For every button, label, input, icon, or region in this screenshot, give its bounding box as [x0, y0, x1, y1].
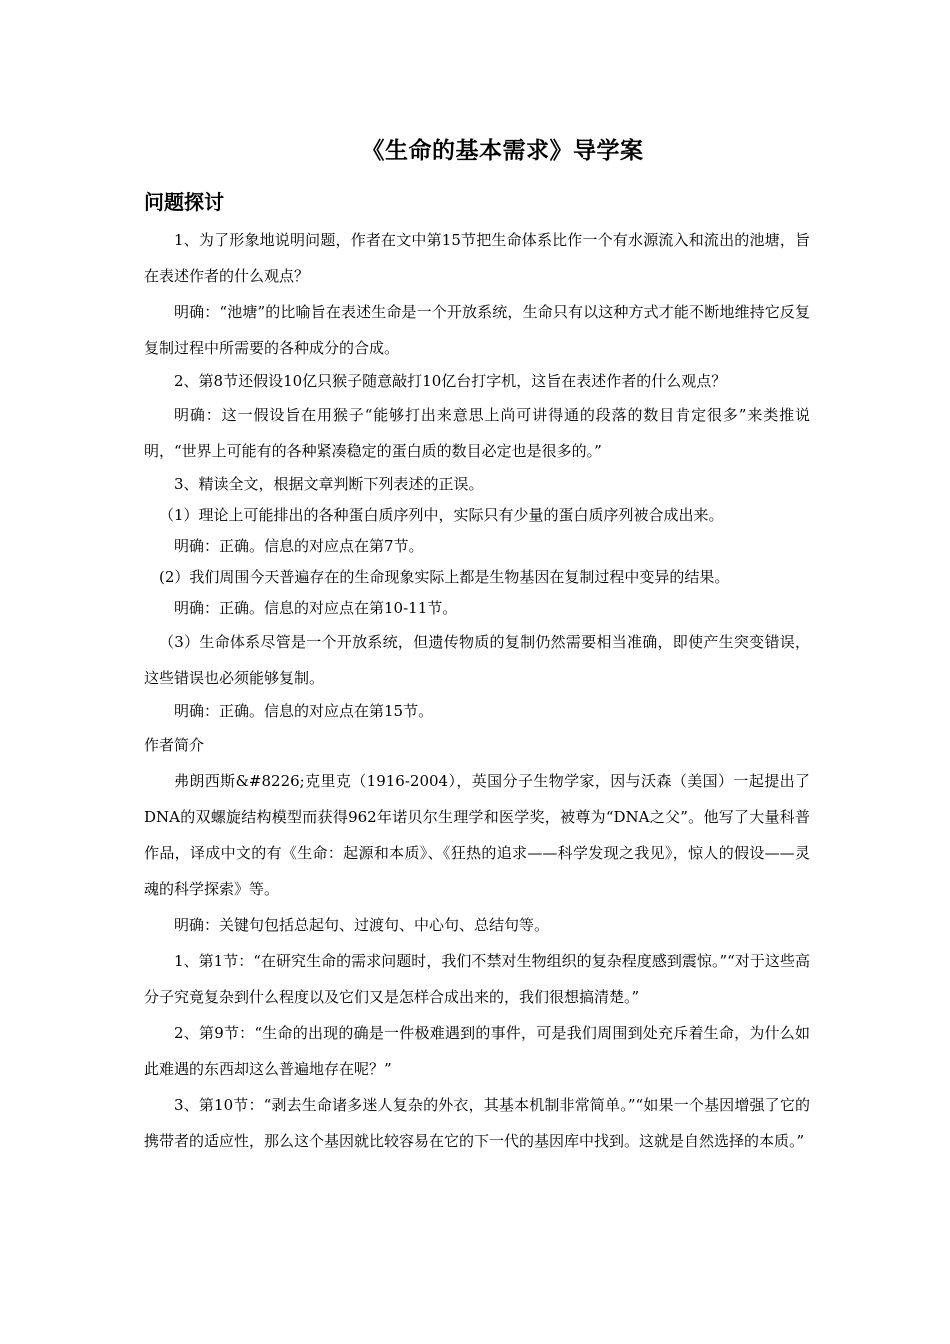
paragraph: 3、精读全文，根据文章判断下列表述的正误。 [174, 475, 484, 493]
paragraph: 弗朗西斯&#8226;克里克（1916-2004），英国分子生物学家，因与沃森（美国）一起提出了DNA的双螺旋结构模型而获得962年诺贝尔生理学和医学奖，被尊为“DNA之父”。他写了大量科普作品，译成中文的有《生命：起源和本质》、《狂热的追求——科学发现之我见》，惊人的假设——灵魂的科学探索》等。 [144, 772, 810, 898]
paragraph: 明确：“池塘”的比喻旨在表述生命是一个开放系统，生命只有以这种方式才能不断地维持它反复复制过程中所需要的各种成分的合成。 [144, 303, 810, 357]
section-heading: 问题探讨 [144, 190, 224, 214]
paragraph: 明确：正确。信息的对应点在第7节。 [174, 537, 424, 555]
document-body [144, 222, 810, 1159]
paragraph: 1、第1节：“在研究生命的需求问题时，我们不禁对生物组织的复杂程度感到震惊。”“对于这些高分子究竟复杂到什么程度以及它们又是怎样合成出来的，我们很想搞清楚。” [144, 952, 810, 1006]
paragraph: （3）生命体系尽管是一个开放系统，但遗传物质的复制仍然需要相当准确，即使产生突变错误，这些错误也必须能够复制。 [144, 633, 810, 687]
paragraph: 明确：这一假设旨在用猴子“能够打出来意思上尚可讲得通的段落的数目肯定很多”来类推说明，“世界上可能有的各种紧凑稳定的蛋白质的数目必定也是很多的。” [144, 406, 810, 460]
subsection-label: 作者简介 [144, 736, 205, 754]
paragraph: 2、第9节：“生命的出现的确是一件极难遇到的事件，可是我们周围到处充斥着生命，为什么如此难遇的东西却这么普遍地存在呢？” [144, 1024, 810, 1078]
paragraph: 明确：正确。信息的对应点在第10-11节。 [174, 599, 458, 617]
paragraph: 明确：正确。信息的对应点在第15节。 [174, 702, 434, 720]
paragraph: 2、第8节还假设10亿只猴子随意敲打10亿台打字机，这旨在表述作者的什么观点？ [174, 372, 727, 390]
paragraph: （1）理论上可能排出的各种蛋白质序列中，实际只有少量的蛋白质序列被合成出来。 [159, 506, 724, 524]
paragraph: 1、为了形象地说明问题，作者在文中第15节把生命体系比作一个有水源流入和流出的池塘，旨在表述作者的什么观点？ [144, 231, 810, 285]
paragraph: (2）我们周围今天普遍存在的生命现象实际上都是生物基因在复制过程中变异的结果。 [159, 568, 730, 586]
document-title: 《生命的基本需求》导学案 [361, 138, 644, 164]
paragraph: 明确：关键句包括总起句、过渡句、中心句、总结句等。 [174, 916, 550, 934]
paragraph: 3、第10节：“剥去生命诸多迷人复杂的外衣，其基本机制非常简单。”“如果一个基因增强了它的携带者的适应性，那么这个基因就比较容易在它的下一代的基因库中找到。这就是自然选择的本质。” [144, 1096, 810, 1150]
